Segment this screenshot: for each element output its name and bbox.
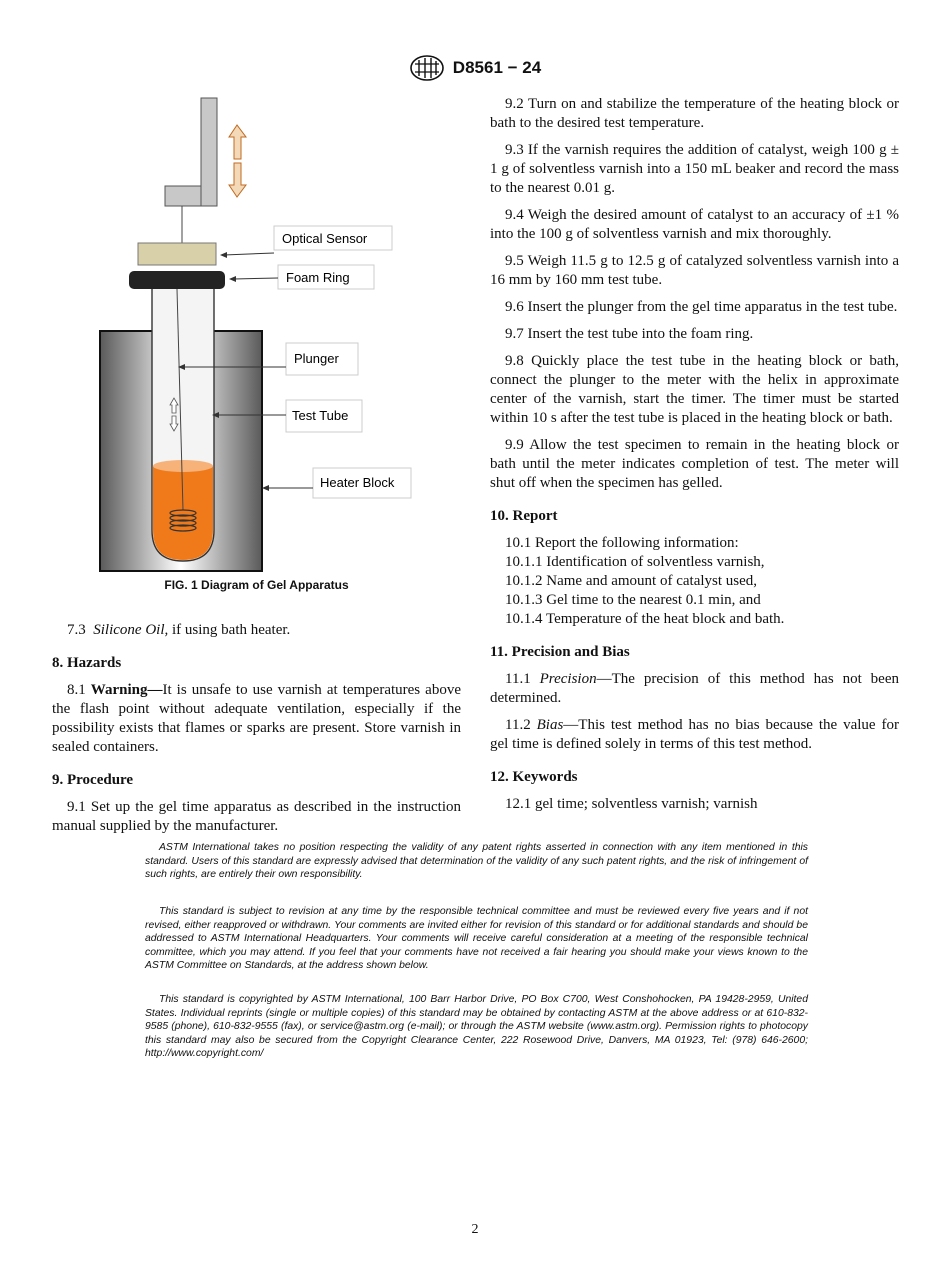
varnish-surface (153, 460, 213, 472)
page-number: 2 (471, 1222, 479, 1237)
paragraph-12-1: 12.1 gel time; solventless varnish; varnish (505, 796, 758, 812)
paragraph-10-1-4: 10.1.4 Temperature of the heat block and bath. (505, 611, 785, 627)
paragraph-9-9: 9.9 Allow the test specimen to remain in the heating block or bath until the meter indicates completion of test. The meter will shut off when the specimen has gelled. (490, 437, 899, 491)
label-test-tube: Test Tube (292, 408, 349, 423)
label-foam-ring: Foam Ring (286, 270, 350, 285)
left-column (52, 95, 461, 844)
figure-gel-apparatus (52, 95, 461, 615)
paragraph-11-2: 11.2 Bias—This test method has no bias because the value for gel time is defined solely in terms of this test method. (490, 717, 899, 752)
paragraph-9-6: 9.6 Insert the plunger from the gel time apparatus in the test tube. (505, 299, 898, 315)
paragraph-7-3: 7.3 Silicone Oil, if using bath heater. (67, 622, 291, 638)
rod-bracket (165, 186, 201, 206)
notice-revision: This standard is subject to revision at any time by the responsible technical committee and must be reviewed every five years and if not revised, either reapproved or withdrawn. Your comments are invited either for revision of this standard or for additional standards and should be addressed to ASTM International Headquarters. Your comments will receive careful consideration at a meeting of the responsible technical committee, which you may attend. If you feel that your comments have not received a fair hearing you should make your views known to the ASTM Committee on Standards, at the address shown below. (145, 906, 808, 972)
section-12-heading: 12. Keywords (490, 769, 578, 785)
callout-foam-ring (229, 265, 374, 289)
varnish-fill (153, 466, 213, 560)
gel-apparatus-diagram (52, 95, 461, 575)
double-arrow-icon (229, 125, 246, 197)
label-plunger: Plunger (294, 351, 339, 366)
paragraph-9-8: 9.8 Quickly place the test tube in the heating block or bath, connect the plunger to the meter with the helix in approximate center of the varnish, start the timer. The timer must be started within 10 s after the test tube is placed in the heating block or bath. (490, 353, 899, 426)
page-header (0, 54, 950, 82)
paragraph-8-1: 8.1 Warning—It is unsafe to use varnish at temperatures above the flash point without adequate ventilation, especially if the possibility exists that flames or sparks are present. Store varnish in sealed containers. (52, 682, 461, 755)
paragraph-9-3: 9.3 If the varnish requires the addition of catalyst, weigh 100 g ± 1 g of solventless varnish into a 150 mL beaker and record the mass to the nearest 0.01 g. (490, 142, 899, 196)
notice-patent-rights: ASTM International takes no position respecting the validity of any patent rights asserted in connection with any item mentioned in this standard. Users of this standard are expressly advised that determination of the validity of any such patent rights, and the risk of infringement of such rights, are entirely their own responsibility. (145, 842, 808, 881)
notice-copyright: This standard is copyrighted by ASTM International, 100 Barr Harbor Drive, PO Box C700, West Conshohocken, PA 19428-2959, United States. Individual reprints (single or multiple copies) of this standard may be obtained by contacting ASTM at the above address or at 610-832-9585 (phone), 610-832-9555 (fax), or service@astm.org (e-mail); or through the ASTM website (www.astm.org). Permission rights to photocopy this standard may also be secured from the Copyright Clearance Center, 222 Rosewood Drive, Danvers, MA 01923, Tel: (978) 646-2600; http://www.copyright.com/ (145, 994, 808, 1060)
right-column (490, 95, 899, 822)
optical-sensor (138, 243, 216, 265)
support-rod (201, 98, 217, 206)
paragraph-9-2: 9.2 Turn on and stabilize the temperature of the heating block or bath to the desired test temperature. (490, 96, 899, 131)
paragraph-10-1-3: 10.1.3 Gel time to the nearest 0.1 min, and (505, 592, 761, 608)
paragraph-9-1: 9.1 Set up the gel time apparatus as described in the instruction manual supplied by the manufacturer. (52, 799, 461, 834)
foam-ring (129, 271, 225, 289)
callout-optical-sensor (220, 226, 392, 258)
paragraph-9-5: 9.5 Weigh 11.5 g to 12.5 g of catalyzed solventless varnish into a 16 mm by 160 mm test tube. (490, 253, 899, 288)
astm-logo-icon (409, 54, 445, 82)
paragraph-9-4: 9.4 Weigh the desired amount of catalyst to an accuracy of ±1 % into the 100 g of solventless varnish and mix thoroughly. (490, 207, 899, 242)
standard-designation: D8561 − 24 (452, 58, 542, 77)
label-heater-block: Heater Block (320, 475, 395, 490)
callout-heater-block (262, 468, 411, 498)
section-9-heading: 9. Procedure (52, 772, 134, 788)
figure-caption: FIG. 1 Diagram of Gel Apparatus (164, 578, 349, 592)
section-11-heading: 11. Precision and Bias (490, 644, 630, 660)
label-optical-sensor: Optical Sensor (282, 231, 368, 246)
paragraph-10-1-1: 10.1.1 Identification of solventless varnish, (505, 554, 765, 570)
section-10-heading: 10. Report (490, 508, 558, 524)
paragraph-10-1: 10.1 Report the following information: (505, 535, 739, 551)
paragraph-11-1: 11.1 Precision—The precision of this method has not been determined. (490, 671, 899, 706)
paragraph-10-1-2: 10.1.2 Name and amount of catalyst used, (505, 573, 758, 589)
section-8-heading: 8. Hazards (52, 655, 122, 671)
paragraph-9-7: 9.7 Insert the test tube into the foam ring. (505, 326, 754, 342)
